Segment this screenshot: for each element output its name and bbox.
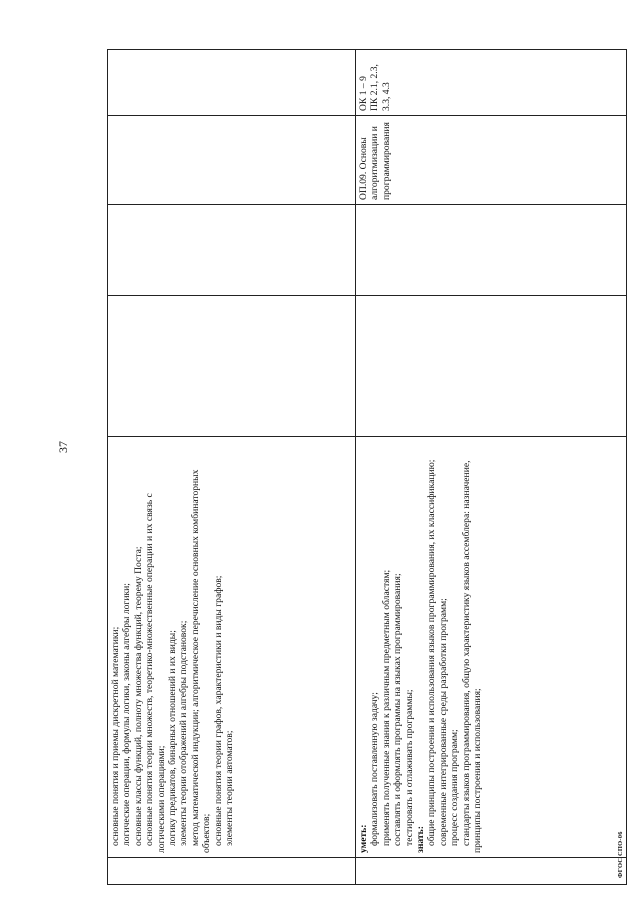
list-item: тестировать и отлаживать программы; [403,689,415,846]
list-item: основные понятия теории графов, характеристики и виды графов; [212,575,224,846]
row2-index-cell [356,858,627,885]
page-number: 37 [56,441,70,453]
row1-hours2-cell [108,205,356,296]
row1-index-cell [108,858,356,885]
list-item: основные классы функций, полноту множества функций, теорему Поста; [132,546,144,846]
list-item: метод математической индукции; алгоритмическое перечисление основных комбинаторных объектов; [189,469,213,853]
row2-hours-cell [356,296,627,437]
row2-hours2-cell [356,205,627,296]
footer-label: ФГОС СПО-06 [617,831,624,878]
list-item: составлять и оформлять программы на языках программирования; [392,573,404,846]
table-row [356,50,627,885]
row1-discipline-cell [108,116,356,205]
row1-hours-cell [108,296,356,437]
discipline-name: ОП.09. Основы алгоритмизации и программирования [358,122,392,200]
row1-content-cell [108,437,356,858]
list-item: основные понятия и приемы дискретной математики; [110,626,121,846]
list-item: элементы теории автоматов; [224,730,236,846]
list-item: процесс создания программ; [449,729,461,846]
standards-table [107,49,627,885]
list-item: элементы теории отображений и алгебры подстановок; [178,620,190,846]
row2-discipline-cell [356,116,627,205]
competence-codes: ОК 1 – 9 ПК 2.1, 2.3, 3.3, 4.3 [358,64,392,111]
list-item: общие принципы построения и использования языков программирования, их классификацию; [426,459,438,846]
list-item: логику предикатов, бинарных отношений и их виды; [167,630,179,846]
list-item: современные интегрированные среды разработки программ; [437,598,449,846]
skills-heading: уметь: [358,824,369,853]
list-item: основные понятия теории множеств, теоретико-множественные операции и их связь с логическими операциями; [144,493,167,853]
list-item: применять полученные знания к различным предметным областям; [380,569,392,846]
list-item: стандарты языков программирования, общую характеристику языков ассемблера: назначение, принципы построения и использования; [460,460,484,853]
row1-competence-cell [108,50,356,116]
knowledge-heading: знать: [415,826,427,853]
table-row [108,50,356,885]
list-item: логические операции, формулы логики, законы алгебры логики; [121,583,133,846]
row2-competence-cell [356,50,627,116]
row2-content-cell [356,437,627,858]
list-item: формализовать поставленную задачу; [369,692,381,846]
